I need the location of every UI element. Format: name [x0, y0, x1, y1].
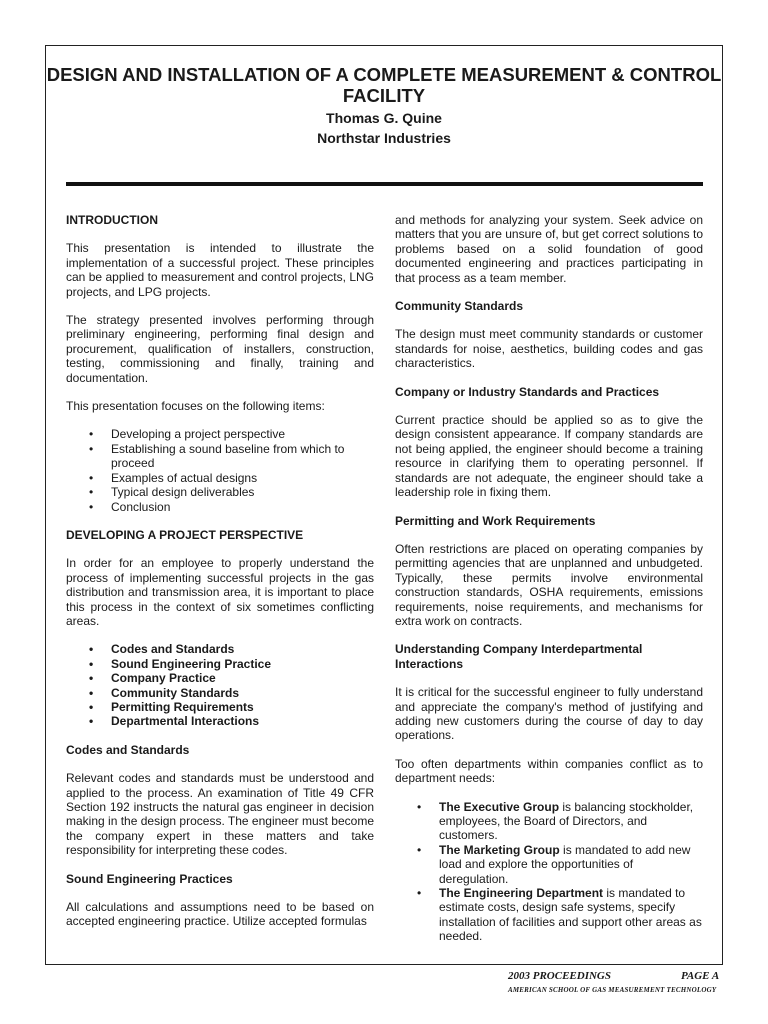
department-name: The Marketing Group — [439, 842, 560, 857]
department-name: The Engineering Department — [439, 886, 604, 901]
sound-engineering-paragraph: All calculations and assumptions need to be based on accepted engineering practice. Utilize accepted formulas — [66, 900, 374, 929]
list-item: • Establishing a sound baseline from which to proceed — [89, 442, 374, 471]
areas-list — [66, 642, 374, 728]
footer-page-number: PAGE A — [681, 970, 720, 982]
section-heading-introduction: INTRODUCTION — [66, 213, 158, 227]
subheading-sound-engineering: Sound Engineering Practices — [66, 871, 233, 886]
intro-paragraph-1: This presentation is intended to illustrate the implementation of a successful project. These principles can be applied to measurement and control projects, LNG projects, and LPG projects. — [66, 241, 374, 299]
list-item: • Sound Engineering Practice — [89, 657, 374, 671]
title-divider — [66, 182, 703, 186]
department-text: is balancing stockholder, employees, the Board of Directors, and customers. — [439, 799, 694, 843]
departments-list — [395, 800, 703, 944]
intro-paragraph-2: The strategy presented involves performing through preliminary engineering, performing final design and procurement, qualification of installers, construction, testing, commissioning and finally, training and documentation. — [66, 313, 374, 385]
list-item — [417, 800, 703, 843]
list-item: • Developing a project perspective — [89, 427, 374, 441]
list-item: • Codes and Standards — [89, 642, 374, 656]
section-heading-project-perspective: DEVELOPING A PROJECT PERSPECTIVE — [66, 527, 304, 542]
permitting-paragraph: Often restrictions are placed on operating companies by permitting agencies that are unplanned and unbudgeted. Typically, these permits involve environmental construction standards, OSHA requirements, emissions requirements, noise requirements, and mechanisms for extra work on contracts. — [395, 541, 703, 628]
subheading-community-standards: Community Standards — [395, 299, 524, 314]
subheading-company-standards: Company or Industry Standards and Practices — [395, 384, 660, 399]
footer-organization: AMERICAN SCHOOL OF GAS MEASUREMENT TECHNOLOGY — [508, 986, 717, 994]
company-paragraph: Current practice should be applied so as to give the design consistent appearance. If company standards are not being applied, the engineer should become a training resource in clarifying them to operating personnel. If standards are not adequate, the engineer should take a leadership role in fixing them. — [395, 413, 703, 500]
focus-items-list — [66, 427, 374, 513]
intro-paragraph-3: This presentation focuses on the following items: — [66, 399, 325, 414]
community-paragraph: The design must meet community standards or customer standards for noise, aesthetics, building codes and gas characteristics. — [395, 327, 703, 371]
right-column — [395, 213, 703, 958]
department-name: The Executive Group — [439, 799, 560, 814]
department-text: is mandated to add new load and explore the opportunities of deregulation. — [439, 842, 691, 886]
author-name: Thomas G. Quine — [326, 110, 442, 126]
perspective-paragraph: In order for an employee to properly understand the process of implementing successful projects in the gas distribution and transmission area, it is important to place this process in the context of six sometimes conflicting areas. — [66, 556, 374, 628]
list-item — [417, 886, 703, 944]
subheading-permitting: Permitting and Work Requirements — [395, 513, 596, 528]
list-item: • Typical design deliverables — [89, 485, 374, 499]
list-item: • Departmental Interactions — [89, 714, 374, 728]
footer-proceedings: 2003 PROCEEDINGS — [508, 970, 611, 982]
list-item — [417, 843, 703, 886]
list-item: • Company Practice — [89, 671, 374, 685]
paper-title: DESIGN AND INSTALLATION OF A COMPLETE MEASUREMENT & CONTROL FACILITY — [46, 64, 722, 106]
interdepartmental-paragraph-2: Too often departments within companies conflict as to department needs: — [395, 756, 703, 786]
list-item: • Community Standards — [89, 686, 374, 700]
department-text: is mandated to estimate costs, design safe systems, specify installation of facilities and support other areas as needed. — [439, 886, 702, 944]
author-block — [45, 108, 723, 148]
continued-paragraph: and methods for analyzing your system. Seek advice on matters that you are unsure of, but get correct solutions to problems based on a solid foundation of good documented engineering and practices participating in that process as a team member. — [395, 213, 703, 285]
list-item: • Conclusion — [89, 500, 374, 514]
left-column — [66, 213, 374, 943]
author-affiliation: Northstar Industries — [317, 130, 451, 146]
interdepartmental-paragraph-1: It is critical for the successful engineer to fully understand and appreciate the company's method of justifying and adding new customers during the course of day to day operations. — [395, 685, 703, 743]
subheading-interdepartmental: Understanding Company Interdepartmental Interactions — [395, 642, 643, 671]
codes-paragraph: Relevant codes and standards must be understood and applied to the process. An examination of Title 49 CFR Section 192 instructs the natural gas engineer in decision making in the design process. The engineer must become the company expert in these matters and take responsibility for interpreting these codes. — [66, 771, 374, 858]
list-item: • Permitting Requirements — [89, 700, 374, 714]
subheading-codes-standards: Codes and Standards — [66, 742, 190, 757]
list-item: • Examples of actual designs — [89, 471, 374, 485]
